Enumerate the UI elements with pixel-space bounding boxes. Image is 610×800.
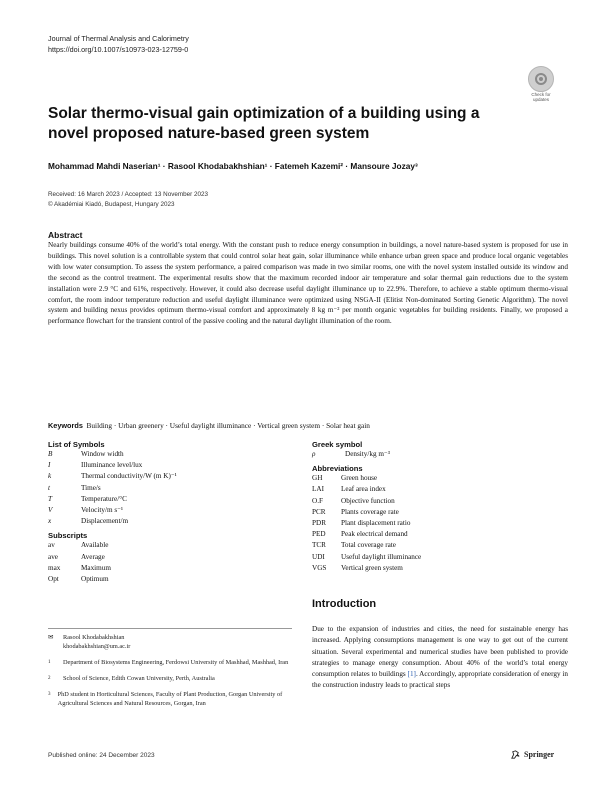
definition: Total coverage rate (341, 541, 396, 550)
term: max (48, 563, 61, 572)
correspondence-email[interactable]: khodabakhshian@um.ac.ir (63, 643, 131, 650)
footnote-divider (48, 628, 292, 629)
affiliation-text: School of Science, Edith Cowan University, Perth, Australia (63, 675, 215, 682)
subscripts-list (48, 540, 298, 585)
affiliation-number: 3 (48, 692, 51, 697)
affiliation-number: 2 (48, 676, 51, 681)
abbr-row (312, 563, 568, 574)
term: VGS (312, 563, 327, 572)
definition: Thermal conductivity/W (m K)⁻¹ (81, 472, 177, 481)
abstract-heading: Abstract (48, 230, 83, 240)
affiliation (48, 690, 298, 708)
sym-row (48, 516, 298, 527)
definition: Green house (341, 474, 378, 483)
correspondence-name: Rasool Khodabakhshian (63, 634, 125, 641)
term: PDR (312, 519, 326, 528)
affiliation-text: Department of Biosystems Engineering, Ferdowsi University of Mashhad, Mashhad, Iran (63, 659, 289, 666)
definition: Plants coverage rate (341, 507, 399, 516)
definition: Maximum (81, 563, 111, 572)
definition: Density/kg m⁻³ (345, 450, 390, 458)
greek-list (312, 449, 568, 460)
definition: Peak electrical demand (341, 530, 408, 539)
term: Opt (48, 575, 59, 584)
abbreviations-column (312, 440, 568, 574)
introduction-heading: Introduction (312, 598, 377, 610)
paper-title: Solar thermo-visual gain optimization of a building using a novel proposed nature-based green system (48, 105, 480, 142)
dates-block (48, 190, 208, 209)
received-dates: Received: 16 March 2023 / Accepted: 13 November 2023 (48, 191, 208, 198)
sub-row (48, 574, 298, 585)
sym-row (48, 471, 298, 482)
sub-row (48, 540, 298, 551)
affiliation (48, 658, 298, 667)
definition: Window width (81, 450, 124, 458)
term: GH (312, 474, 323, 483)
abbreviations-list (312, 473, 568, 574)
abbr-row (312, 473, 568, 484)
definition: Objective function (341, 496, 395, 505)
sym-row (48, 460, 298, 471)
definition: Useful daylight illuminance (341, 552, 422, 561)
definition: Available (81, 541, 109, 550)
term: B (48, 450, 53, 458)
affiliations-list (48, 658, 298, 708)
affiliation (48, 674, 298, 683)
definition: Velocity/m s⁻¹ (81, 506, 124, 515)
sub-row (48, 552, 298, 563)
term: V (48, 506, 53, 515)
check-updates-label-1: Check for (531, 92, 551, 97)
term: T (48, 494, 52, 503)
definition: Optimum (81, 575, 109, 584)
footnotes (48, 633, 298, 708)
abbr-row (312, 540, 568, 551)
symbols-list (48, 449, 298, 527)
intro-text-before: Due to the expansion of industries and cities, the need for sustainable energy has increased. Applying consumptions management is one way to get out of the current situation. Several experimental and numerical studies have been published to provide strategies to manage energy consumption. About 40% of the world’s total energy consumption relates to buildings (312, 625, 568, 679)
author-list: Mohammad Mahdi Naserian¹ · Rasool Khodabakhshian¹ · Fatemeh Kazemi² · Mansoure Jozay³ (48, 161, 418, 171)
abstract-text: Nearly buildings consume 40% of the world’s total energy. With the constant push to reduce energy consumption in buildings, a novel nature-based system is proposed for use in buildings. This novel solution is a controllable system that could control solar heat gain, solar illuminance while enhance urban green space and produce local organic vegetables with low water consumption. To assess the system performance, a paired comparison was made in two similar rooms, one with the novel system installed outside its window and the second as the control treatment. The experimental results show that the maximum recorded indoor air temperature and solar thermal gain reductions due to the system installation were 2.9 °C and 61%, respectively. However, it could also decrease useful daylight illuminance up to 22.9%. Therefore, to achieve a stable optimum thermo-visual comfort, the room indoor temperature reduction and useful daylight illuminance were optimized using NSGA-II (Elitist Non-dominated Sorting Genetic Algorithm). The novel system and building nexus provides optimum thermo-visual comfort and approximately 8 kg m⁻² per month organic vegetables for building residents. Finally, we proposed a performance flowchart for the transient control of the passive cooling and the natural daylight illumination of the room. (48, 241, 568, 326)
definition: Illuminance level/lux (81, 461, 143, 470)
abbr-row (312, 484, 568, 495)
term: ave (48, 552, 58, 561)
sub-row (48, 563, 298, 574)
term: av (48, 541, 55, 550)
definition: Average (81, 552, 105, 561)
definition: Vertical green system (341, 563, 403, 572)
envelope-icon: ✉ (48, 634, 54, 641)
term: k (48, 472, 52, 481)
sym-row (48, 483, 298, 494)
intro-text-after: . Accordingly, appropriate consideration of energy in the construction industry leads to practical steps (312, 670, 568, 690)
abbr-row (312, 552, 568, 563)
greek-heading: Greek symbol (312, 440, 363, 449)
sym-row (48, 505, 298, 516)
citation-link[interactable]: [1] (407, 670, 416, 679)
term: UDI (312, 552, 325, 561)
term: LAI (312, 485, 324, 494)
springer-horse-icon (510, 749, 521, 760)
symbols-column (48, 440, 298, 585)
definition: Time/s (81, 483, 101, 492)
affiliation-text: PhD student in Horticultural Sciences, Faculty of Plant Production, Gorgan University of Agricultural Sciences and Natural Resources, Gorgan, Iran (57, 691, 283, 707)
term: ρ (312, 450, 316, 458)
keywords-line (48, 421, 568, 430)
check-updates-label-2: updates (532, 97, 549, 102)
abbr-row (312, 518, 568, 529)
definition: Temperature/°C (81, 494, 127, 503)
definition: Displacement/m (81, 517, 129, 526)
check-updates-icon (528, 66, 554, 92)
abbr-row (312, 507, 568, 518)
term: O.F (312, 496, 323, 505)
doi-link[interactable]: https://doi.org/10.1007/s10973-023-12759-0 (48, 45, 189, 54)
introduction-text (312, 624, 568, 692)
keywords-label: Keywords (48, 421, 83, 430)
term: TCR (312, 541, 326, 550)
published-date: Published online: 24 December 2023 (48, 752, 155, 759)
publisher-name: Springer (524, 750, 555, 759)
keywords-text: Building · Urban greenery · Useful daylight illuminance · Vertical green system · Solar heat gain (86, 421, 370, 430)
abbr-row (312, 529, 568, 540)
symbols-heading: List of Symbols (48, 440, 105, 449)
affiliation-number: 1 (48, 660, 51, 665)
term: t (48, 483, 50, 492)
abbr-row (312, 496, 568, 507)
publisher-logo (510, 749, 554, 760)
abbreviations-heading: Abbreviations (312, 464, 363, 474)
sym-row (48, 449, 298, 460)
term: PED (312, 530, 326, 539)
correspondence (48, 633, 298, 651)
term: x (48, 517, 52, 526)
sym-row (48, 494, 298, 505)
definition: Plant displacement ratio (341, 519, 411, 528)
term: I (48, 461, 51, 470)
journal-header (48, 33, 189, 55)
journal-name: Journal of Thermal Analysis and Calorimetry (48, 34, 189, 43)
greek-row (312, 449, 568, 460)
check-for-updates-badge[interactable] (524, 66, 558, 100)
copyright-notice: © Akadémiai Kiadó, Budapest, Hungary 2023 (48, 200, 175, 208)
term: PCR (312, 507, 326, 516)
definition: Leaf area index (341, 485, 386, 494)
subscripts-heading: Subscripts (48, 531, 88, 541)
